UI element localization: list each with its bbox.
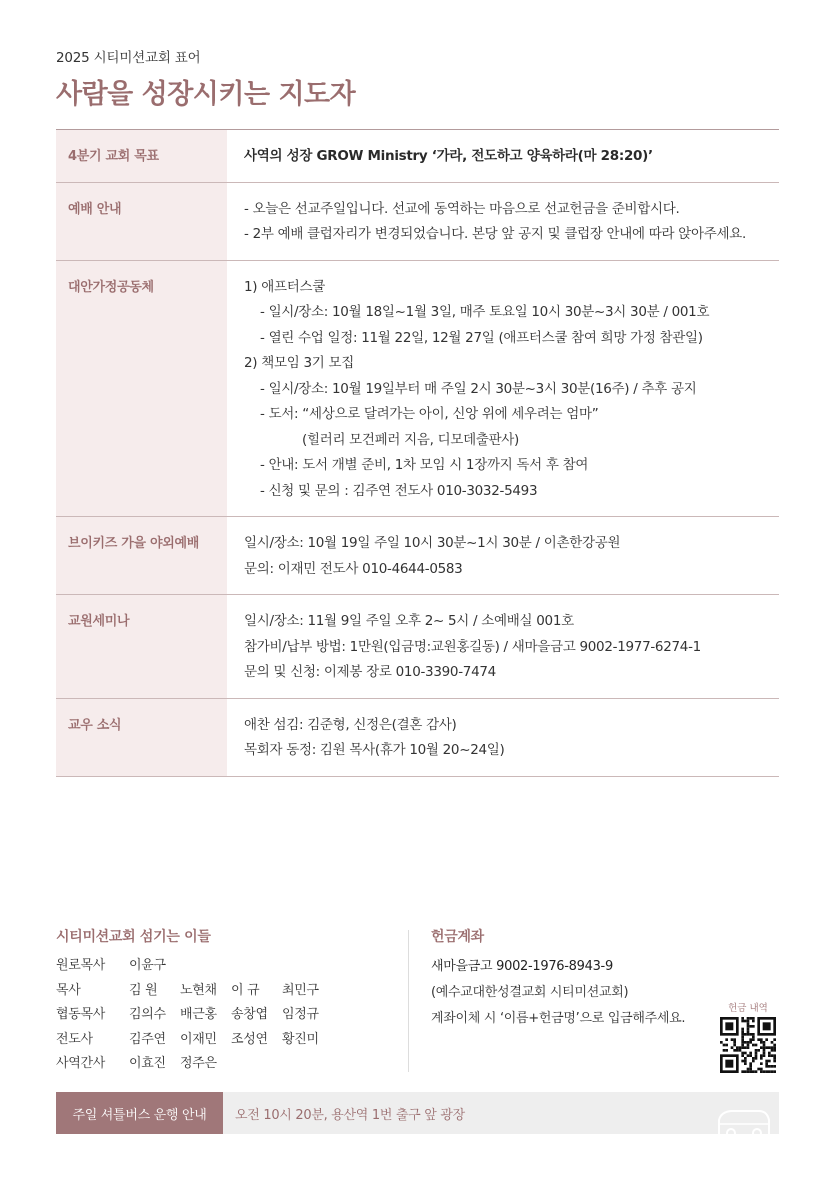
section-line: (힐러리 모건페러 지음, 디모데출판사)	[302, 431, 520, 448]
section-line: 일시/장소: 10월 19일 주일 10시 30분~1시 30분 / 이촌한강공원	[244, 535, 621, 551]
minister-role: 협동목사	[56, 1007, 106, 1022]
motto-kicker: 2025 시티미션교회 표어	[56, 50, 201, 66]
announcement-row	[56, 261, 779, 518]
announcement-row	[56, 130, 779, 183]
section-line: 문의: 이재민 전도사 010-4644-0583	[244, 560, 463, 577]
announcement-row	[56, 595, 779, 699]
footer	[56, 926, 779, 1076]
minister-row	[56, 954, 406, 979]
section-line: 문의 및 신청: 이제봉 장로 010-3390-7474	[244, 664, 496, 680]
minister-row	[56, 1003, 406, 1028]
shuttle-bar	[56, 1092, 779, 1134]
minister-name: 최민구	[282, 982, 319, 998]
section-body	[227, 130, 779, 182]
minister-name: 이 규	[231, 982, 260, 998]
minister-role: 사역간사	[56, 1056, 106, 1071]
offering-holder: (예수교대한성결교회 시티미션교회)	[431, 985, 629, 1000]
section-label: 예배 안내	[56, 183, 227, 260]
shuttle-label: 주일 셔틀버스 운행 안내	[56, 1092, 223, 1134]
minister-name: 김의수	[129, 1007, 166, 1022]
minister-name: 배근홍	[180, 1007, 217, 1022]
ministers-title: 시티미션교회 섬기는 이들	[56, 929, 211, 945]
section-body	[227, 517, 779, 594]
section-body	[227, 183, 779, 260]
minister-role: 목사	[56, 982, 81, 998]
section-body	[227, 699, 779, 776]
section-line: - 일시/장소: 10월 19일부터 매 주일 2시 30분~3시 30분(16주) / 추후 공지	[260, 380, 697, 397]
section-line: - 열린 수업 일정: 11월 22일, 12월 27일 (애프터스쿨 참여 희망 가정 참관일)	[260, 329, 703, 346]
qr-label: 헌금 내역	[728, 1003, 768, 1014]
minister-name: 김 원	[129, 982, 158, 998]
section-label: 브이키즈 가을 야외예배	[56, 517, 227, 594]
qr-code-icon[interactable]	[720, 1017, 776, 1073]
announcement-row	[56, 183, 779, 261]
section-line: 애찬 섬김: 김준형, 신정은(결혼 감사)	[244, 716, 457, 733]
announcement-row	[56, 699, 779, 777]
minister-row	[56, 1028, 406, 1053]
minister-name: 정주은	[180, 1056, 217, 1071]
section-line: - 안내: 도서 개별 준비, 1차 모임 시 1장까지 독서 후 참여	[260, 457, 589, 473]
section-label: 교우 소식	[56, 699, 227, 776]
section-body	[227, 261, 779, 517]
minister-row	[56, 979, 406, 1004]
section-line: - 오늘은 선교주일입니다. 선교에 동역하는 마음으로 선교헌금을 준비합시다.	[244, 200, 680, 217]
page-title: 사람을 성장시키는 지도자	[56, 79, 356, 110]
section-line: 1) 애프터스쿨	[244, 278, 325, 295]
section-line: 2) 책모임 3기 모집	[244, 355, 354, 371]
section-line: 목회자 동정: 김원 목사(휴가 10월 20~24일)	[244, 742, 505, 758]
minister-name: 이재민	[180, 1031, 217, 1047]
section-line: - 도서: “세상으로 달려가는 아이, 신앙 위에 세우려는 엄마”	[260, 406, 599, 422]
minister-role: 전도사	[56, 1031, 93, 1047]
minister-role: 원로목사	[56, 958, 106, 973]
offering-section	[431, 926, 779, 1032]
section-label: 대안가정공동체	[56, 261, 227, 517]
section-label: 4분기 교회 목표	[56, 130, 227, 182]
section-line: - 일시/장소: 10월 18일~1월 3일, 매주 토요일 10시 30분~3시 30분 / 001호	[260, 304, 710, 320]
section-line: - 신청 및 문의 : 김주연 전도사 010-3032-5493	[260, 482, 538, 499]
section-label: 교원세미나	[56, 595, 227, 698]
bus-icon	[715, 1106, 771, 1134]
minister-name: 김주연	[129, 1031, 166, 1047]
section-line: - 2부 예배 클럽자리가 변경되었습니다. 본당 앞 공지 및 클럽장 안내에 따라 앉아주세요.	[244, 226, 746, 242]
ministers-list	[56, 954, 406, 1077]
section-line: 사역의 성장 GROW Ministry ‘가라, 전도하고 양육하라(마 28:20)’	[244, 148, 653, 164]
minister-name: 이윤구	[129, 958, 166, 973]
offering-note: 계좌이체 시 ‘이름+헌금명’으로 입금해주세요.	[431, 1011, 686, 1026]
offering-account: 새마을금고 9002-1976-8943-9	[431, 959, 613, 974]
announcement-table	[56, 129, 779, 777]
qr-block[interactable]	[719, 1000, 777, 1073]
minister-name: 임정규	[282, 1007, 319, 1022]
minister-name: 조성연	[231, 1031, 268, 1047]
minister-name: 노현채	[180, 982, 217, 998]
shuttle-info: 오전 10시 20분, 용산역 1번 출구 앞 광장	[235, 1107, 465, 1123]
offering-title: 헌금계좌	[431, 929, 484, 945]
section-body	[227, 595, 779, 698]
minister-name: 송창엽	[231, 1007, 268, 1022]
section-line: 일시/장소: 11월 9일 주일 오후 2~ 5시 / 소예배실 001호	[244, 613, 574, 629]
page-header	[56, 46, 355, 111]
minister-row	[56, 1052, 406, 1077]
minister-name: 이효진	[129, 1056, 166, 1071]
announcement-row	[56, 517, 779, 595]
minister-name: 황진미	[282, 1031, 319, 1047]
section-line: 참가비/납부 방법: 1만원(입금명:교원홍길동) / 새마을금고 9002-1977-6274-1	[244, 638, 701, 655]
ministers-section	[56, 926, 406, 1077]
footer-divider	[408, 930, 409, 1072]
